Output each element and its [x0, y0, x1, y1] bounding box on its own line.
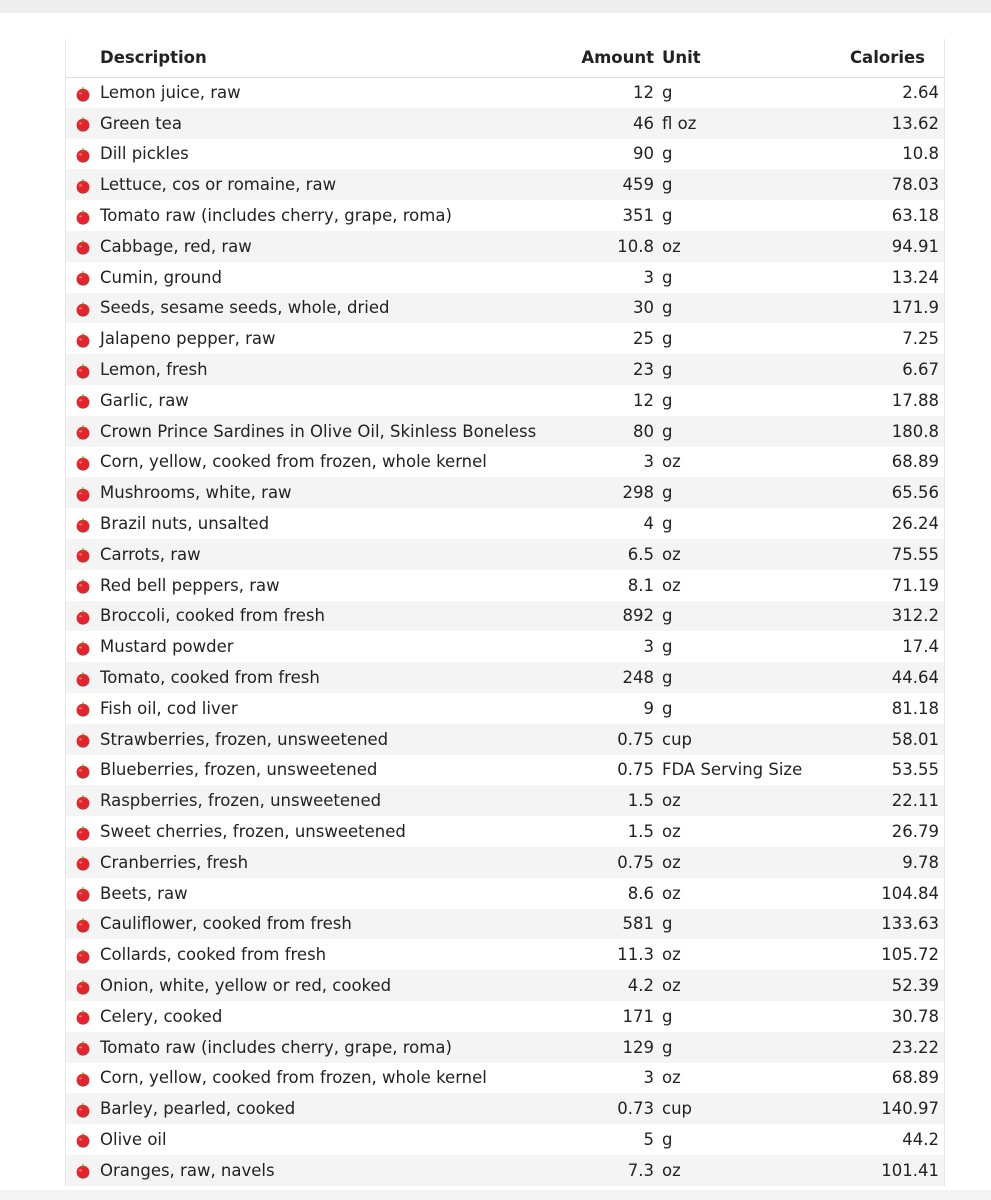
table-row[interactable] — [66, 785, 944, 816]
row-description: Garlic, raw — [100, 390, 189, 410]
row-amount: 10.8 — [617, 236, 654, 256]
row-icon-cell — [66, 631, 98, 662]
table-row[interactable] — [66, 200, 944, 231]
tomato-icon — [75, 424, 91, 440]
row-calories: 17.88 — [891, 390, 939, 410]
table-row[interactable] — [66, 724, 944, 755]
header-description[interactable]: Description — [98, 39, 552, 77]
tomato-icon — [75, 1040, 91, 1056]
table-row[interactable] — [66, 231, 944, 262]
row-icon-cell — [66, 570, 98, 601]
row-amount: 0.75 — [617, 852, 654, 872]
row-amount: 4.2 — [627, 976, 654, 995]
row-description: Olive oil — [100, 1129, 167, 1149]
row-description: Mushrooms, white, raw — [100, 483, 292, 503]
row-description: Lemon, fresh — [100, 360, 208, 380]
table-row[interactable] — [66, 601, 944, 632]
row-unit: FDA Serving Size — [662, 760, 803, 780]
table-row[interactable] — [66, 878, 944, 909]
row-unit: g — [662, 83, 673, 103]
row-unit: oz — [662, 883, 681, 903]
tomato-icon — [75, 239, 91, 255]
row-calories: 63.18 — [891, 206, 939, 226]
row-amount: 90 — [633, 144, 654, 164]
row-icon-cell — [66, 447, 98, 478]
row-unit: oz — [662, 945, 681, 965]
row-unit: g — [662, 144, 673, 164]
row-amount: 1.5 — [627, 791, 654, 811]
row-amount: 892 — [622, 606, 654, 626]
row-calories: 13.62 — [891, 113, 939, 133]
tomato-icon — [75, 1132, 91, 1148]
row-icon-cell — [66, 1032, 98, 1063]
row-amount: 11.3 — [617, 945, 654, 965]
tomato-icon — [75, 671, 91, 687]
tomato-icon — [75, 455, 91, 471]
row-icon-cell — [66, 293, 98, 324]
row-description: Raspberries, frozen, unsweetened — [100, 791, 382, 811]
table-row[interactable] — [66, 1093, 944, 1124]
row-icon-cell — [66, 416, 98, 447]
row-calories: 22.11 — [891, 791, 939, 811]
row-unit: oz — [662, 236, 681, 256]
row-unit: g — [662, 175, 673, 195]
row-unit: g — [662, 914, 673, 934]
food-log-table-container — [65, 39, 945, 1186]
row-description: Beets, raw — [100, 883, 188, 903]
row-amount: 25 — [633, 329, 654, 349]
header-calories[interactable]: Calories — [818, 39, 944, 77]
row-icon-cell — [66, 693, 98, 724]
table-row[interactable] — [66, 169, 944, 200]
row-description: Mustard powder — [100, 637, 234, 657]
table-row[interactable] — [66, 662, 944, 693]
row-icon-cell — [66, 662, 98, 693]
row-calories: 10.8 — [902, 144, 939, 164]
header-icon-spacer — [66, 39, 98, 77]
row-calories: 171.9 — [891, 298, 939, 318]
row-calories: 30.78 — [891, 1006, 939, 1026]
row-amount: 6.5 — [627, 544, 654, 564]
row-description: Cranberries, fresh — [100, 852, 249, 872]
tomato-icon — [75, 701, 91, 717]
row-unit: g — [662, 698, 673, 718]
table-row[interactable] — [66, 385, 944, 416]
tomato-icon — [75, 209, 91, 225]
row-calories: 58.01 — [891, 729, 939, 749]
table-row[interactable] — [66, 693, 944, 724]
table-row[interactable] — [66, 262, 944, 293]
row-description: Cauliflower, cooked from fresh — [100, 914, 352, 934]
table-row[interactable] — [66, 570, 944, 601]
row-calories: 7.25 — [902, 329, 939, 349]
row-amount: 0.73 — [617, 1099, 654, 1119]
row-amount: 3 — [643, 637, 654, 657]
row-description: Strawberries, frozen, unsweetened — [100, 729, 389, 749]
top-bar — [0, 0, 991, 13]
row-calories: 81.18 — [891, 698, 939, 718]
table-row[interactable] — [66, 939, 944, 970]
row-icon-cell — [66, 1155, 98, 1186]
row-description: Tomato raw (includes cherry, grape, roma) — [100, 206, 452, 226]
row-amount: 7.3 — [627, 1160, 654, 1180]
row-icon-cell — [66, 231, 98, 262]
row-description: Celery, cooked — [100, 1006, 223, 1026]
row-amount: 351 — [622, 206, 654, 226]
table-row[interactable] — [66, 108, 944, 139]
row-icon-cell — [66, 847, 98, 878]
tomato-icon — [75, 393, 91, 409]
row-description: Tomato raw (includes cherry, grape, roma) — [100, 1037, 452, 1057]
row-description: Collards, cooked from fresh — [100, 945, 327, 965]
header-unit[interactable]: Unit — [660, 39, 818, 77]
row-unit: oz — [662, 575, 681, 595]
row-calories: 101.41 — [881, 1160, 939, 1180]
tomato-icon — [75, 763, 91, 779]
tomato-icon — [75, 732, 91, 748]
row-amount: 46 — [633, 113, 654, 133]
row-description: Broccoli, cooked from fresh — [100, 606, 325, 626]
row-icon-cell — [66, 1093, 98, 1124]
row-unit: g — [662, 1037, 673, 1057]
row-calories: 180.8 — [891, 421, 939, 441]
row-amount: 3 — [643, 1068, 654, 1088]
row-unit: cup — [662, 729, 693, 749]
row-amount: 12 — [633, 83, 654, 103]
tomato-icon — [75, 1009, 91, 1025]
row-unit: g — [662, 329, 673, 349]
row-unit: g — [662, 483, 673, 503]
row-calories: 23.22 — [891, 1037, 939, 1057]
row-icon-cell — [66, 878, 98, 909]
food-log-table — [66, 39, 944, 1186]
table-row[interactable] — [66, 847, 944, 878]
row-amount: 298 — [622, 483, 654, 503]
row-amount: 248 — [622, 668, 654, 688]
row-icon-cell — [66, 262, 98, 293]
tomato-icon — [75, 86, 91, 102]
row-unit: g — [662, 668, 673, 688]
row-amount: 459 — [622, 175, 654, 195]
tomato-icon — [75, 640, 91, 656]
table-row[interactable] — [66, 323, 944, 354]
row-description: Oranges, raw, navels — [100, 1160, 275, 1180]
row-icon-cell — [66, 539, 98, 570]
row-amount: 3 — [643, 452, 654, 472]
row-unit: oz — [662, 544, 681, 564]
row-unit: oz — [662, 452, 681, 472]
row-unit: oz — [662, 1160, 681, 1180]
tomato-icon — [75, 855, 91, 871]
table-row[interactable] — [66, 539, 944, 570]
row-calories: 140.97 — [881, 1099, 939, 1119]
table-row[interactable] — [66, 1124, 944, 1155]
row-icon-cell — [66, 785, 98, 816]
tomato-icon — [75, 301, 91, 317]
row-calories: 6.67 — [902, 360, 939, 380]
row-unit: oz — [662, 791, 681, 811]
row-icon-cell — [66, 1063, 98, 1094]
row-unit: oz — [662, 852, 681, 872]
row-icon-cell — [66, 755, 98, 786]
row-calories: 26.24 — [891, 514, 939, 534]
row-description: Seeds, sesame seeds, whole, dried — [100, 298, 390, 318]
table-row[interactable] — [66, 1001, 944, 1032]
tomato-icon — [75, 517, 91, 533]
row-calories: 2.64 — [902, 83, 939, 103]
row-description: Green tea — [100, 113, 182, 133]
row-description: Corn, yellow, cooked from frozen, whole kernel — [100, 452, 487, 472]
row-description: Red bell peppers, raw — [100, 575, 280, 595]
row-calories: 65.56 — [891, 483, 939, 503]
tomato-icon — [75, 1102, 91, 1118]
row-amount: 8.1 — [627, 575, 654, 595]
row-icon-cell — [66, 1124, 98, 1155]
row-calories: 9.78 — [902, 852, 939, 872]
header-amount[interactable]: Amount — [552, 39, 660, 77]
table-row[interactable] — [66, 1063, 944, 1094]
tomato-icon — [75, 1163, 91, 1179]
table-row[interactable] — [66, 909, 944, 940]
row-unit: g — [662, 421, 673, 441]
row-description: Onion, white, yellow or red, cooked — [100, 976, 392, 995]
row-calories: 26.79 — [891, 822, 939, 842]
row-unit: g — [662, 1129, 673, 1149]
row-amount: 9 — [643, 698, 654, 718]
table-row[interactable] — [66, 293, 944, 324]
row-amount: 80 — [633, 421, 654, 441]
row-amount: 3 — [643, 267, 654, 287]
row-description: Barley, pearled, cooked — [100, 1099, 296, 1119]
row-amount: 129 — [622, 1037, 654, 1057]
row-unit: g — [662, 637, 673, 657]
table-row[interactable] — [66, 755, 944, 786]
row-calories: 94.91 — [891, 236, 939, 256]
row-description: Sweet cherries, frozen, unsweetened — [100, 822, 406, 842]
row-icon-cell — [66, 354, 98, 385]
row-calories: 44.64 — [891, 668, 939, 688]
row-icon-cell — [66, 724, 98, 755]
table-header-row — [66, 39, 944, 77]
tomato-icon — [75, 147, 91, 163]
row-description: Lettuce, cos or romaine, raw — [100, 175, 337, 195]
row-icon-cell — [66, 323, 98, 354]
row-icon-cell — [66, 909, 98, 940]
row-amount: 0.75 — [617, 729, 654, 749]
row-icon-cell — [66, 77, 98, 108]
table-row[interactable] — [66, 139, 944, 170]
row-icon-cell — [66, 939, 98, 970]
row-description: Tomato, cooked from fresh — [100, 668, 320, 688]
row-icon-cell — [66, 1001, 98, 1032]
row-amount: 12 — [633, 390, 654, 410]
tomato-icon — [75, 1071, 91, 1087]
row-unit: cup — [662, 1099, 693, 1119]
table-row[interactable] — [66, 77, 944, 108]
tomato-icon — [75, 917, 91, 933]
tomato-icon — [75, 178, 91, 194]
table-row[interactable] — [66, 354, 944, 385]
row-unit: g — [662, 206, 673, 226]
row-description: Dill pickles — [100, 144, 189, 164]
row-calories: 105.72 — [881, 945, 939, 965]
row-icon-cell — [66, 970, 98, 1001]
tomato-icon — [75, 547, 91, 563]
table-row[interactable] — [66, 447, 944, 478]
row-amount: 8.6 — [627, 883, 654, 903]
row-description: Crown Prince Sardines in Olive Oil, Skinless Boneless — [100, 421, 537, 441]
row-description: Fish oil, cod liver — [100, 698, 238, 718]
row-calories: 312.2 — [891, 606, 939, 626]
tomato-icon — [75, 486, 91, 502]
row-description: Cabbage, red, raw — [100, 236, 252, 256]
row-icon-cell — [66, 385, 98, 416]
tomato-icon — [75, 116, 91, 132]
row-unit: oz — [662, 1068, 681, 1088]
tomato-icon — [75, 609, 91, 625]
row-calories: 52.39 — [891, 976, 939, 995]
row-icon-cell — [66, 200, 98, 231]
row-description: Brazil nuts, unsalted — [100, 514, 270, 534]
row-icon-cell — [66, 816, 98, 847]
row-calories: 17.4 — [902, 637, 939, 657]
row-amount: 1.5 — [627, 822, 654, 842]
tomato-icon — [75, 332, 91, 348]
row-unit: oz — [662, 976, 681, 995]
row-unit: g — [662, 267, 673, 287]
tomato-icon — [75, 979, 91, 995]
row-calories: 78.03 — [891, 175, 939, 195]
row-calories: 68.89 — [891, 1068, 939, 1088]
table-row[interactable] — [66, 1032, 944, 1063]
bottom-bar — [0, 1190, 991, 1200]
tomato-icon — [75, 794, 91, 810]
tomato-icon — [75, 363, 91, 379]
row-description: Corn, yellow, cooked from frozen, whole kernel — [100, 1068, 487, 1088]
table-row[interactable] — [66, 631, 944, 662]
row-calories: 68.89 — [891, 452, 939, 472]
row-unit: g — [662, 298, 673, 318]
row-calories: 13.24 — [891, 267, 939, 287]
row-calories: 53.55 — [891, 760, 939, 780]
row-amount: 581 — [622, 914, 654, 934]
row-description: Cumin, ground — [100, 267, 222, 287]
row-icon-cell — [66, 108, 98, 139]
tomato-icon — [75, 886, 91, 902]
table-row[interactable] — [66, 416, 944, 447]
row-unit: g — [662, 1006, 673, 1026]
row-unit: fl oz — [662, 113, 697, 133]
row-amount: 4 — [643, 514, 654, 534]
row-unit: g — [662, 390, 673, 410]
table-row[interactable] — [66, 816, 944, 847]
table-row[interactable] — [66, 970, 944, 1001]
row-unit: g — [662, 360, 673, 380]
tomato-icon — [75, 578, 91, 594]
row-icon-cell — [66, 477, 98, 508]
row-description: Jalapeno pepper, raw — [100, 329, 276, 349]
table-row[interactable] — [66, 477, 944, 508]
row-amount: 0.75 — [617, 760, 654, 780]
row-calories: 44.2 — [902, 1129, 939, 1149]
row-calories: 104.84 — [881, 883, 939, 903]
table-row[interactable] — [66, 508, 944, 539]
row-amount: 23 — [633, 360, 654, 380]
row-description: Blueberries, frozen, unsweetened — [100, 760, 378, 780]
row-icon-cell — [66, 508, 98, 539]
tomato-icon — [75, 948, 91, 964]
tomato-icon — [75, 270, 91, 286]
table-row[interactable] — [66, 1155, 944, 1186]
row-icon-cell — [66, 139, 98, 170]
row-amount: 5 — [643, 1129, 654, 1149]
row-calories: 71.19 — [891, 575, 939, 595]
row-amount: 171 — [622, 1006, 654, 1026]
row-unit: oz — [662, 822, 681, 842]
row-description: Carrots, raw — [100, 544, 201, 564]
row-unit: g — [662, 514, 673, 534]
row-calories: 133.63 — [881, 914, 939, 934]
row-calories: 75.55 — [891, 544, 939, 564]
row-unit: g — [662, 606, 673, 626]
tomato-icon — [75, 825, 91, 841]
row-icon-cell — [66, 601, 98, 632]
table-body — [66, 77, 944, 1186]
row-icon-cell — [66, 169, 98, 200]
row-description: Lemon juice, raw — [100, 83, 241, 103]
row-amount: 30 — [633, 298, 654, 318]
